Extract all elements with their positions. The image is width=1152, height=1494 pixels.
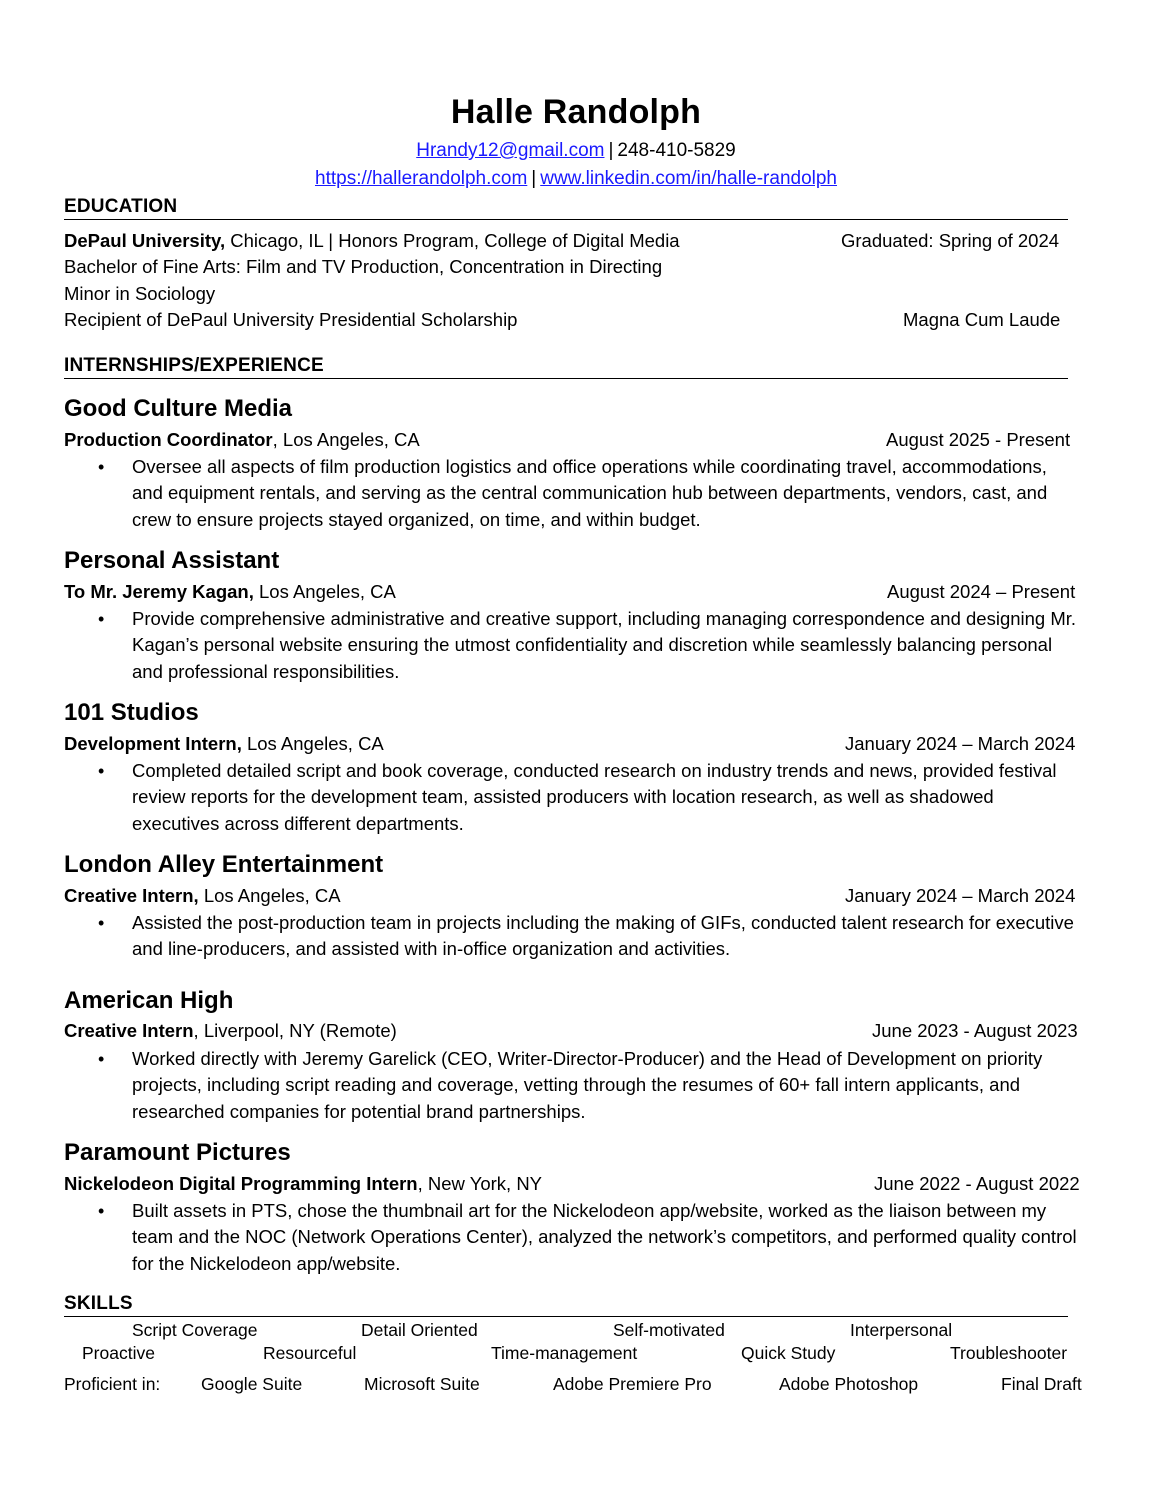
- job-role-line: [64, 1020, 397, 1042]
- linkedin-link[interactable]: www.linkedin.com/in/halle-randolph: [540, 168, 837, 189]
- job-dates: June 2023 - August 2023: [872, 1020, 1078, 1041]
- software-item: Adobe Photoshop: [779, 1374, 919, 1394]
- separator: |: [531, 168, 537, 189]
- job-role-line: [64, 733, 384, 755]
- job-bullet: Assisted the post-production team in projects including the making of GIFs, conducted talent research for executive and line-producers, and assisted with in-office organization and activities.: [132, 912, 1074, 960]
- skill-item: Proactive: [82, 1343, 155, 1363]
- website-link[interactable]: https://hallerandolph.com: [315, 168, 528, 189]
- job-role-line: [64, 581, 396, 603]
- job-dates: August 2024 – Present: [887, 581, 1076, 602]
- scholarship: Recipient of DePaul University Presidential Scholarship: [64, 309, 518, 330]
- job-role: Creative Intern,: [64, 885, 199, 906]
- job-location: Los Angeles, CA: [241, 733, 384, 754]
- phone-number: 248-410-5829: [617, 140, 736, 161]
- graduation-date: Graduated: Spring of 2024: [841, 230, 1060, 251]
- software-item: Adobe Premiere Pro: [553, 1374, 712, 1394]
- job-dates: August 2025 - Present: [886, 429, 1071, 450]
- job-role-line: [64, 1173, 542, 1195]
- skill-item: Time-management: [491, 1343, 638, 1363]
- honors: Magna Cum Laude: [903, 309, 1061, 330]
- contact-line-1: [0, 140, 1152, 162]
- education-heading: EDUCATION: [64, 196, 1068, 220]
- bullet-icon: •: [98, 913, 105, 933]
- experience-heading: INTERNSHIPS/EXPERIENCE: [64, 355, 1068, 379]
- minor: Minor in Sociology: [64, 283, 216, 304]
- skill-item: Quick Study: [741, 1343, 836, 1363]
- job-location: , Liverpool, NY (Remote): [193, 1020, 397, 1041]
- school-detail: Chicago, IL | Honors Program, College of Digital Media: [225, 230, 680, 251]
- skill-item: Troubleshooter: [950, 1343, 1068, 1363]
- skill-item: Script Coverage: [132, 1320, 258, 1340]
- job-dates: January 2024 – March 2024: [845, 733, 1076, 754]
- job-org: Paramount Pictures: [64, 1139, 291, 1166]
- job-bullet: Oversee all aspects of film production logistics and office operations while coordinating travel, accommodations, and equipment rentals, and serving as the central communication hub between departments, vendors, cast, and crew to ensure projects stayed organized, on time, and within budget.: [132, 456, 1048, 530]
- skill-item: Detail Oriented: [361, 1320, 478, 1340]
- job-bullet: Built assets in PTS, chose the thumbnail art for the Nickelodeon app/website, worked as the liaison between my team and the NOC (Network Operations Center), analyzed the network’s competitors, and performed quality control for the Nickelodeon app/website.: [132, 1200, 1077, 1274]
- job-bullet: Provide comprehensive administrative and creative support, including managing correspondence and designing Mr. Kagan’s personal website ensuring the utmost confidentiality and discretion while seamlessly balancing personal and professional responsibilities.: [132, 608, 1077, 682]
- skills-heading: SKILLS: [64, 1293, 1068, 1317]
- job-location: Los Angeles, CA: [198, 885, 341, 906]
- skill-item: Interpersonal: [850, 1320, 953, 1340]
- job-location: Los Angeles, CA: [253, 581, 396, 602]
- software-item: Final Draft: [1001, 1374, 1082, 1394]
- bullet-icon: •: [98, 1201, 105, 1221]
- job-role: Production Coordinator: [64, 429, 273, 450]
- job-org: 101 Studios: [64, 699, 199, 726]
- job-role: To Mr. Jeremy Kagan,: [64, 581, 254, 602]
- skill-item: Self-motivated: [613, 1320, 725, 1340]
- email-link[interactable]: Hrandy12@gmail.com: [416, 140, 605, 161]
- separator: |: [608, 140, 614, 161]
- bullet-icon: •: [98, 609, 105, 629]
- bullet-icon: •: [98, 1049, 105, 1069]
- job-role: Development Intern,: [64, 733, 242, 754]
- degree: Bachelor of Fine Arts: Film and TV Production, Concentration in Directing: [64, 256, 663, 277]
- bullet-icon: •: [98, 457, 105, 477]
- school-name: DePaul University,: [64, 230, 226, 251]
- job-bullet: Completed detailed script and book coverage, conducted research on industry trends and news, provided festival review reports for the development team, assisted producers with location research, as well as shadowed executives across different departments.: [132, 760, 1057, 834]
- software-item: Google Suite: [201, 1374, 303, 1394]
- proficient-label: Proficient in:: [64, 1374, 161, 1394]
- job-role: Creative Intern: [64, 1020, 194, 1041]
- job-role-line: [64, 885, 341, 907]
- job-location: , New York, NY: [417, 1173, 543, 1194]
- skill-item: Resourceful: [263, 1343, 357, 1363]
- education-school-line: [64, 230, 680, 252]
- candidate-name: Halle Randolph: [450, 93, 702, 131]
- contact-line-2: [0, 168, 1152, 190]
- job-location: , Los Angeles, CA: [272, 429, 420, 450]
- job-org: London Alley Entertainment: [64, 851, 384, 878]
- job-org: Good Culture Media: [64, 395, 292, 422]
- job-dates: June 2022 - August 2022: [874, 1173, 1080, 1194]
- bullet-icon: •: [98, 761, 105, 781]
- job-org: American High: [64, 987, 234, 1014]
- job-role-line: [64, 429, 420, 451]
- job-role: Nickelodeon Digital Programming Intern: [64, 1173, 418, 1194]
- job-org: Personal Assistant: [64, 547, 280, 574]
- software-item: Microsoft Suite: [364, 1374, 480, 1394]
- job-dates: January 2024 – March 2024: [845, 885, 1076, 906]
- job-bullet: Worked directly with Jeremy Garelick (CEO, Writer-Director-Producer) and the Head of Development on priority projects, including script reading and coverage, vetting through the resumes of 60+ fall intern applicants, and researched companies for potential brand partnerships.: [132, 1048, 1043, 1122]
